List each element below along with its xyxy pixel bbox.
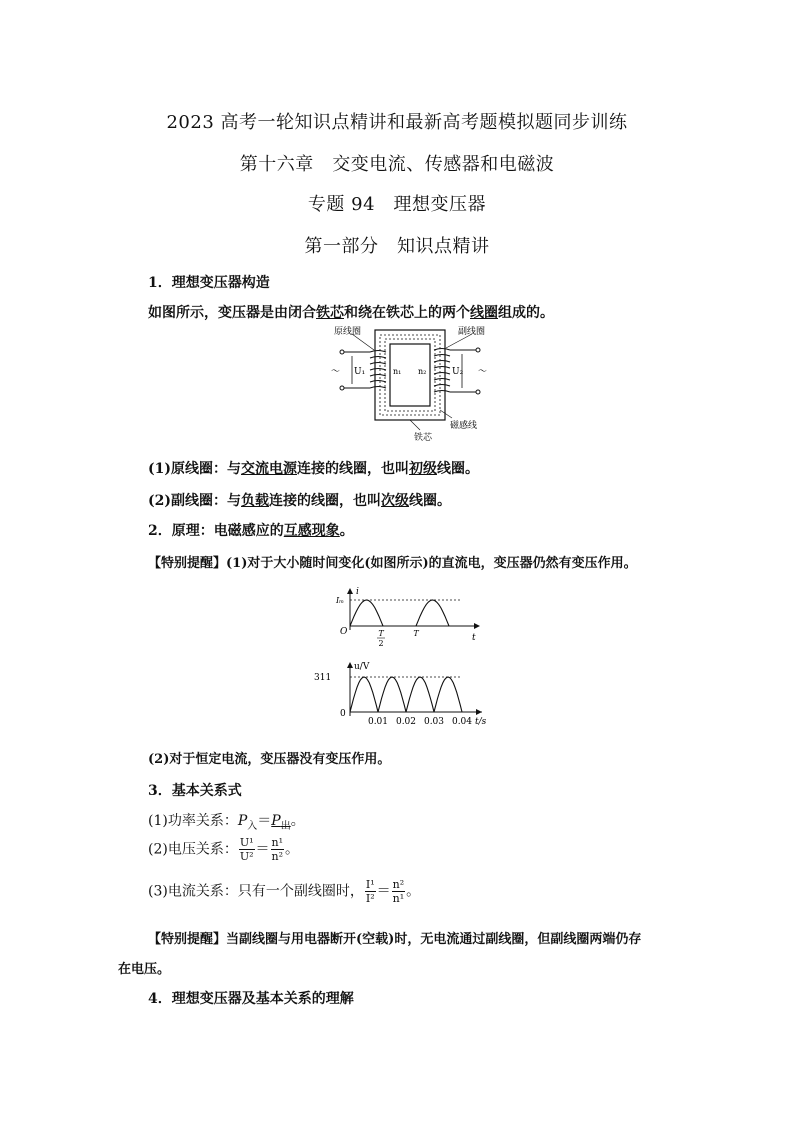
chart1-xtick-T: T [413, 629, 419, 638]
principle-label: 2．原理： [148, 523, 214, 539]
current-den-2: n¹ [392, 892, 405, 905]
chart2-ytick-0: 0 [340, 709, 346, 719]
primary-coil-item [148, 458, 479, 478]
intro-text-3: 组成的。 [498, 305, 554, 321]
voltage-den: U² [239, 850, 254, 863]
current-time-chart [330, 586, 480, 650]
current-den: I² [365, 892, 375, 905]
section-4-heading: 4．理想变压器及基本关系的理解 [148, 991, 354, 1007]
ac-symbol-left: ～ [331, 367, 341, 377]
section-1-heading: 1．理想变压器构造 [148, 275, 270, 291]
power-label: (1)功率关系： [148, 813, 238, 829]
chart2-curve [350, 677, 462, 712]
voltage-relation [148, 836, 299, 863]
ac-symbol-right: ～ [478, 367, 488, 377]
chart2-xtick-002: 0.02 [395, 717, 417, 727]
flux-label: 磁感线 [450, 421, 478, 431]
chart2-x-arrow [476, 709, 482, 715]
chart1-ylabel: i [356, 587, 359, 597]
tip-3-line-1 [148, 928, 641, 947]
intro-core: 铁芯 [316, 305, 344, 321]
current-num-2: n² [392, 878, 405, 891]
principle-mutual: 互感现象 [283, 523, 340, 539]
tip-3-text: 当副线圈与用电器断开(空载)时，无电流通过副线圈，但副线圈两端仍存 [226, 932, 642, 947]
power-sub-in: 入 [247, 820, 258, 832]
tip-1 [148, 552, 637, 571]
current-eq: ＝ [376, 883, 391, 900]
intro-coil: 线圈 [470, 305, 498, 321]
chart2-ytick-311: 311 [314, 673, 332, 683]
n1-label: n₁ [393, 367, 402, 376]
item1-primary: 初级 [409, 461, 437, 477]
chart1-xtick-half-den: 2 [378, 639, 384, 648]
current-end: 。 [406, 883, 421, 900]
chapter-title: 第十六章 交变电流、传感器和电磁波 [239, 154, 555, 175]
chart2-xtick-003: 0.03 [423, 717, 445, 727]
tip-1-tag: 【特别提醒】 [148, 556, 227, 571]
topic-title: 专题 94 理想变压器 [307, 194, 487, 215]
current-num: I¹ [365, 878, 375, 891]
current-label: (3)电流关系：只有一个副线圈时， [148, 883, 364, 900]
chart1-xlabel: t [472, 633, 476, 643]
section-1-intro [148, 302, 554, 322]
voltage-time-chart [312, 660, 496, 730]
chart1-y-arrow [347, 588, 353, 594]
tip-3-line-2: 在电压。 [118, 962, 171, 977]
item1-text: (1)原线圈：与 [148, 461, 241, 477]
tip-1-text: (1)对于大小随时间变化(如图所示)的直流电，变压器仍然有变压作用。 [226, 556, 637, 571]
current-relation [148, 878, 420, 905]
chart1-origin: O [340, 627, 348, 637]
section-2-heading [148, 520, 354, 540]
item1-ac-source: 交流电源 [241, 461, 297, 477]
voltage-num-2: n¹ [271, 836, 284, 849]
intro-text-2: 和绕在铁芯上的两个 [344, 305, 470, 321]
principle-end: 。 [339, 523, 354, 539]
power-p-in: P [237, 813, 248, 829]
chart2-y-arrow [347, 662, 353, 668]
chart2-xtick-001: 0.01 [367, 717, 389, 727]
chart2-xlabel: t/s [475, 717, 487, 727]
document-title: 2023 高考一轮知识点精讲和最新高考题模拟题同步训练 [166, 112, 628, 133]
section-3-heading: 3．基本关系式 [148, 783, 242, 799]
u1-label: U₁ [354, 367, 366, 377]
power-sub-out: 出 [280, 820, 291, 832]
primary-coil-label: 原线圈 [334, 327, 362, 337]
chart1-xtick-half-num: T [378, 629, 384, 638]
tip-2: (2)对于恒定电流，变压器没有变压作用。 [148, 752, 391, 767]
item1-text-3: 线圈。 [437, 461, 479, 477]
secondary-coil-label: 副线圈 [458, 327, 486, 337]
item2-text-2: 连接的线圈，也叫 [269, 493, 381, 509]
voltage-label: (2)电压关系： [148, 841, 238, 858]
chart2-ylabel: u/V [354, 662, 370, 672]
item2-text: (2)副线圈：与 [148, 493, 241, 509]
chart1-curve [350, 600, 449, 626]
chart1-ytick: Iₘ [336, 596, 345, 605]
tip-3-tag: 【特别提醒】 [148, 932, 227, 947]
n2-label: n₂ [418, 367, 427, 376]
voltage-den-2: n² [271, 850, 284, 863]
item2-secondary: 次级 [381, 493, 409, 509]
item2-text-3: 线圈。 [409, 493, 451, 509]
intro-text: 如图所示，变压器是由闭合 [148, 305, 316, 321]
transformer-diagram [330, 322, 490, 446]
voltage-num: U¹ [239, 836, 254, 849]
voltage-eq: ＝ [255, 841, 270, 858]
core-label: 铁芯 [414, 433, 433, 443]
principle-text: 电磁感应的 [213, 523, 284, 539]
power-relation [148, 810, 305, 832]
secondary-coil-item [148, 490, 451, 510]
voltage-end: 。 [285, 841, 300, 858]
power-p-out: P [271, 813, 281, 829]
item1-text-2: 连接的线圈，也叫 [297, 461, 409, 477]
power-end: 。 [290, 813, 305, 829]
item2-load: 负载 [241, 493, 269, 509]
part-title: 第一部分 知识点精讲 [304, 236, 490, 257]
power-eq: ＝ [257, 813, 272, 829]
u2-label: U₂ [452, 367, 464, 377]
chart2-xtick-004: 0.04 [451, 717, 473, 727]
chart1-x-arrow [474, 623, 480, 629]
